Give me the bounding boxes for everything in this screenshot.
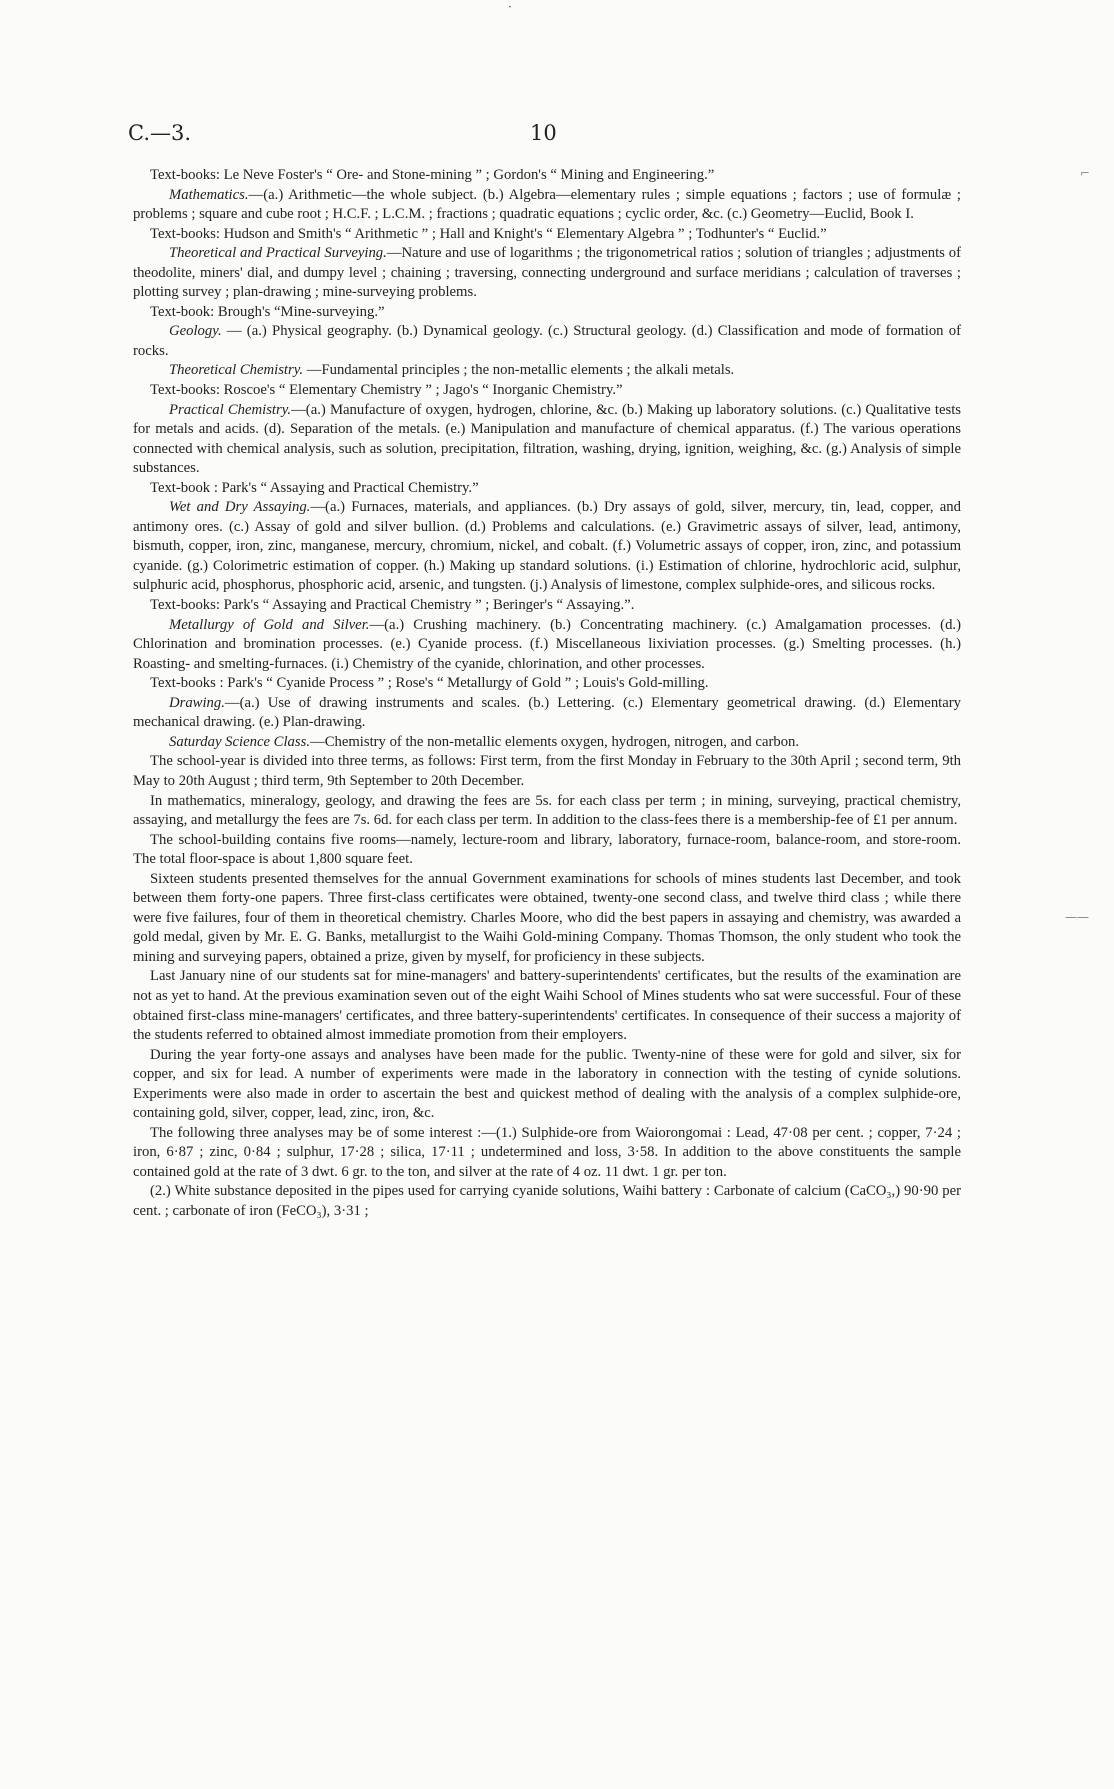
paragraph-assays: During the year forty-one assays and analyses have been made for the public. Twenty-nine of these were for gold and silver, six for copper, and six for lead. A number of experiments were made in the laboratory in connection with the testing of cynide solutions. Experiments were also made in order to ascertain the best and quickest method of dealing with the analysis of a complex sulphide-ore, containing gold, silver, copper, lead, zinc, iron, &c. [133,1046,961,1122]
paragraph-theoretical-chemistry: Theoretical Chemistry. —Fundamental principles ; the non-metallic elements ; the alkali metals. [169,362,735,379]
paragraph-examinations: Sixteen students presented themselves for the annual Government examinations for schools of mines students last December, and took between them forty-one papers. Three first-class certificates were obtained, twenty-one second class, and twelve third class ; while there were five failures, four of them in theoretical chemistry. Charles Moore, who did the best papers in assaying and chemistry, was awarded a gold medal, given by Mr. E. G. Banks, metallurgist to the Waihi Gold-mining Company. Thomas Thomson, the only student who took the mining and surveying papers, obtained a prize, given by myself, for proficiency in these subjects. [133,870,961,965]
page-number: 10 [530,121,557,145]
paragraph-textbooks-mathematics: Text-books: Hudson and Smith's “ Arithmetic ” ; Hall and Knight's “ Elementary Algebra ” ; Todhunter's “ Euclid.” [150,225,827,242]
paragraph-practical-chemistry: Practical Chemistry.—(a.) Manufacture of oxygen, hydrogen, chlorine, &c. (b.) Making up laboratory solutions. (c.) Qualitative tests for metals and acids. (d). Separation of the metals. (e.) Manipulation and manufacture of chemical apparatus. (f.) The various operations connected with chemical analysis, such as solution, precipitation, filtration, washing, drying, ignition, weighing, &c. (g.) Analysis of simple substances. [133,401,961,477]
margin-dash: —— [1065,910,1089,924]
document-reference: C.—3. [128,121,192,145]
paragraph-mathematics: Mathematics.—(a.) Arithmetic—the whole subject. (b.) Algebra—elementary rules ; simple equations ; factors ; use of formulæ ; problems ; square and cube root ; H.C.F. ; L.C.M. ; fractions ; quadratic equations ; cyclic order, &c. (c.) Geometry—Euclid, Book I. [133,186,961,223]
paragraph-science-class: Saturday Science Class.—Chemistry of the non-metallic elements oxygen, hydrogen, nitrogen, and carbon. [169,733,800,750]
paragraph-drawing: Drawing.—(a.) Use of drawing instruments and scales. (b.) Lettering. (c.) Elementary geometrical drawing. (d.) Elementary mechanical drawing. (e.) Plan-drawing. [133,694,961,731]
paragraph-textbooks-mining: Text-books: Le Neve Foster's “ Ore- and Stone-mining ” ; Gordon's “ Mining and Engineering.” [150,167,715,183]
margin-mark: ⌐ [1080,166,1091,180]
paragraph-fees: In mathematics, mineralogy, geology, and drawing the fees are 5s. for each class per term ; in mining, surveying, practical chemistry, assaying, and metallurgy the fees are 7s. 6d. for each class per term. In addition to the class-fees there is a membership-fee of £1 per annum. [133,792,961,829]
paragraph-textbooks-metallurgy: Text-books : Park's “ Cyanide Process ” ; Rose's “ Metallurgy of Gold ” ; Louis's Gold-milling. [150,675,709,692]
top-dot: · [508,0,512,14]
paragraph-textbook-surveying: Text-book: Brough's “Mine-surveying.” [150,303,385,320]
paragraph-surveying: Theoretical and Practical Surveying.—Nature and use of logarithms ; the trigonometrical ratios ; solution of triangles ; adjustments of theodolite, miners' dial, and dumpy level ; chaining ; traversing, connecting underground and surface meridians ; calculation of traverses ; plotting survey ; plan-drawing ; mine-surveying problems. [133,245,961,301]
paragraph-geology: Geology. — (a.) Physical geography. (b.) Dynamical geology. (c.) Structural geology. (d.) Classification and mode of formation of rocks. [133,323,961,359]
page-header [126,121,986,155]
paragraph-white-substance: (2.) White substance deposited in the pipes used for carrying cyanide solutions, Waihi battery : Carbonate of calcium (CaCO₃,) 90·90 per cent. ; carbonate of iron (FeCO₃), 3·31 ; [133,1183,961,1219]
paragraph-assaying: Wet and Dry Assaying.—(a.) Furnaces, materials, and appliances. (b.) Dry assays of gold, silver, mercury, tin, lead, copper, and antimony ores. (c.) Assay of gold and silver bullion. (d.) Problems and calculations. (e.) Gravimetric assays of silver, lead, antimony, bismuth, copper, iron, zinc, manganese, mercury, chromium, nickel, and cobalt. (f.) Volumetric assays of copper, iron, zinc, and potassium cyanide. (g.) Colorimetric estimation of copper. (h.) Making up standard solutions. (i.) Estimation of chlorine, hydrochloric acid, sulphur, sulphuric acid, phosphorus, phosphoric acid, arsenic, and tungsten. (j.) Analysis of limestone, complex sulphide-ores, and silicous rocks. [133,499,961,594]
paragraph-school-year: The school-year is divided into three terms, as follows: First term, from the first Monday in February to the 30th April ; second term, 9th May to 20th August ; third term, 9th September to 20th December. [133,753,961,789]
paragraph-metallurgy: Metallurgy of Gold and Silver.—(a.) Crushing machinery. (b.) Concentrating machinery. (c.) Amalgamation processes. (d.) Chlorination and bromination processes. (e.) Cyanide process. (f.) Miscellaneous lixiviation processes. (g.) Smelting processes. (h.) Roasting- and smelting-furnaces. (i.) Chemistry of the cyanide, chlorination, and other processes. [133,616,961,672]
paragraph-textbooks-assaying: Text-books: Park's “ Assaying and Practical Chemistry ” ; Beringer's “ Assaying.”. [150,597,635,614]
paragraph-textbook-practical-chemistry: Text-book : Park's “ Assaying and Practical Chemistry.” [150,479,479,496]
paragraph-textbooks-chemistry: Text-books: Roscoe's “ Elementary Chemistry ” ; Jago's “ Inorganic Chemistry.” [150,382,623,399]
paragraph-building: The school-building contains five rooms—namely, lecture-room and library, laboratory, furnace-room, balance-room, and store-room. The total floor-space is about 1,800 square feet. [133,831,961,868]
body-text [133,166,961,1222]
paragraph-certificates: Last January nine of our students sat for mine-managers' and battery-superintendents' certificates, but the results of the examination are not as yet to hand. At the previous examination seven out of the eight Waihi School of Mines students who sat were successful. Four of these obtained first-class mine-managers' certificates, and three battery-superintendents' certificates. In consequence of their success a majority of the students referred to obtained almost immediate promotion from their employers. [133,968,961,1044]
paragraph-analyses: The following three analyses may be of some interest :—(1.) Sulphide-ore from Waiorongomai : Lead, 47·08 per cent. ; copper, 7·24 ; iron, 6·87 ; zinc, 0·84 ; sulphur, 17·28 ; silica, 17·11 ; undetermined and loss, 3·58. In addition to the above constituents the sample contained gold at the rate of 3 dwt. 6 gr. to the ton, and silver at the rate of 4 oz. 11 dwt. 1 gr. per ton. [133,1124,961,1180]
